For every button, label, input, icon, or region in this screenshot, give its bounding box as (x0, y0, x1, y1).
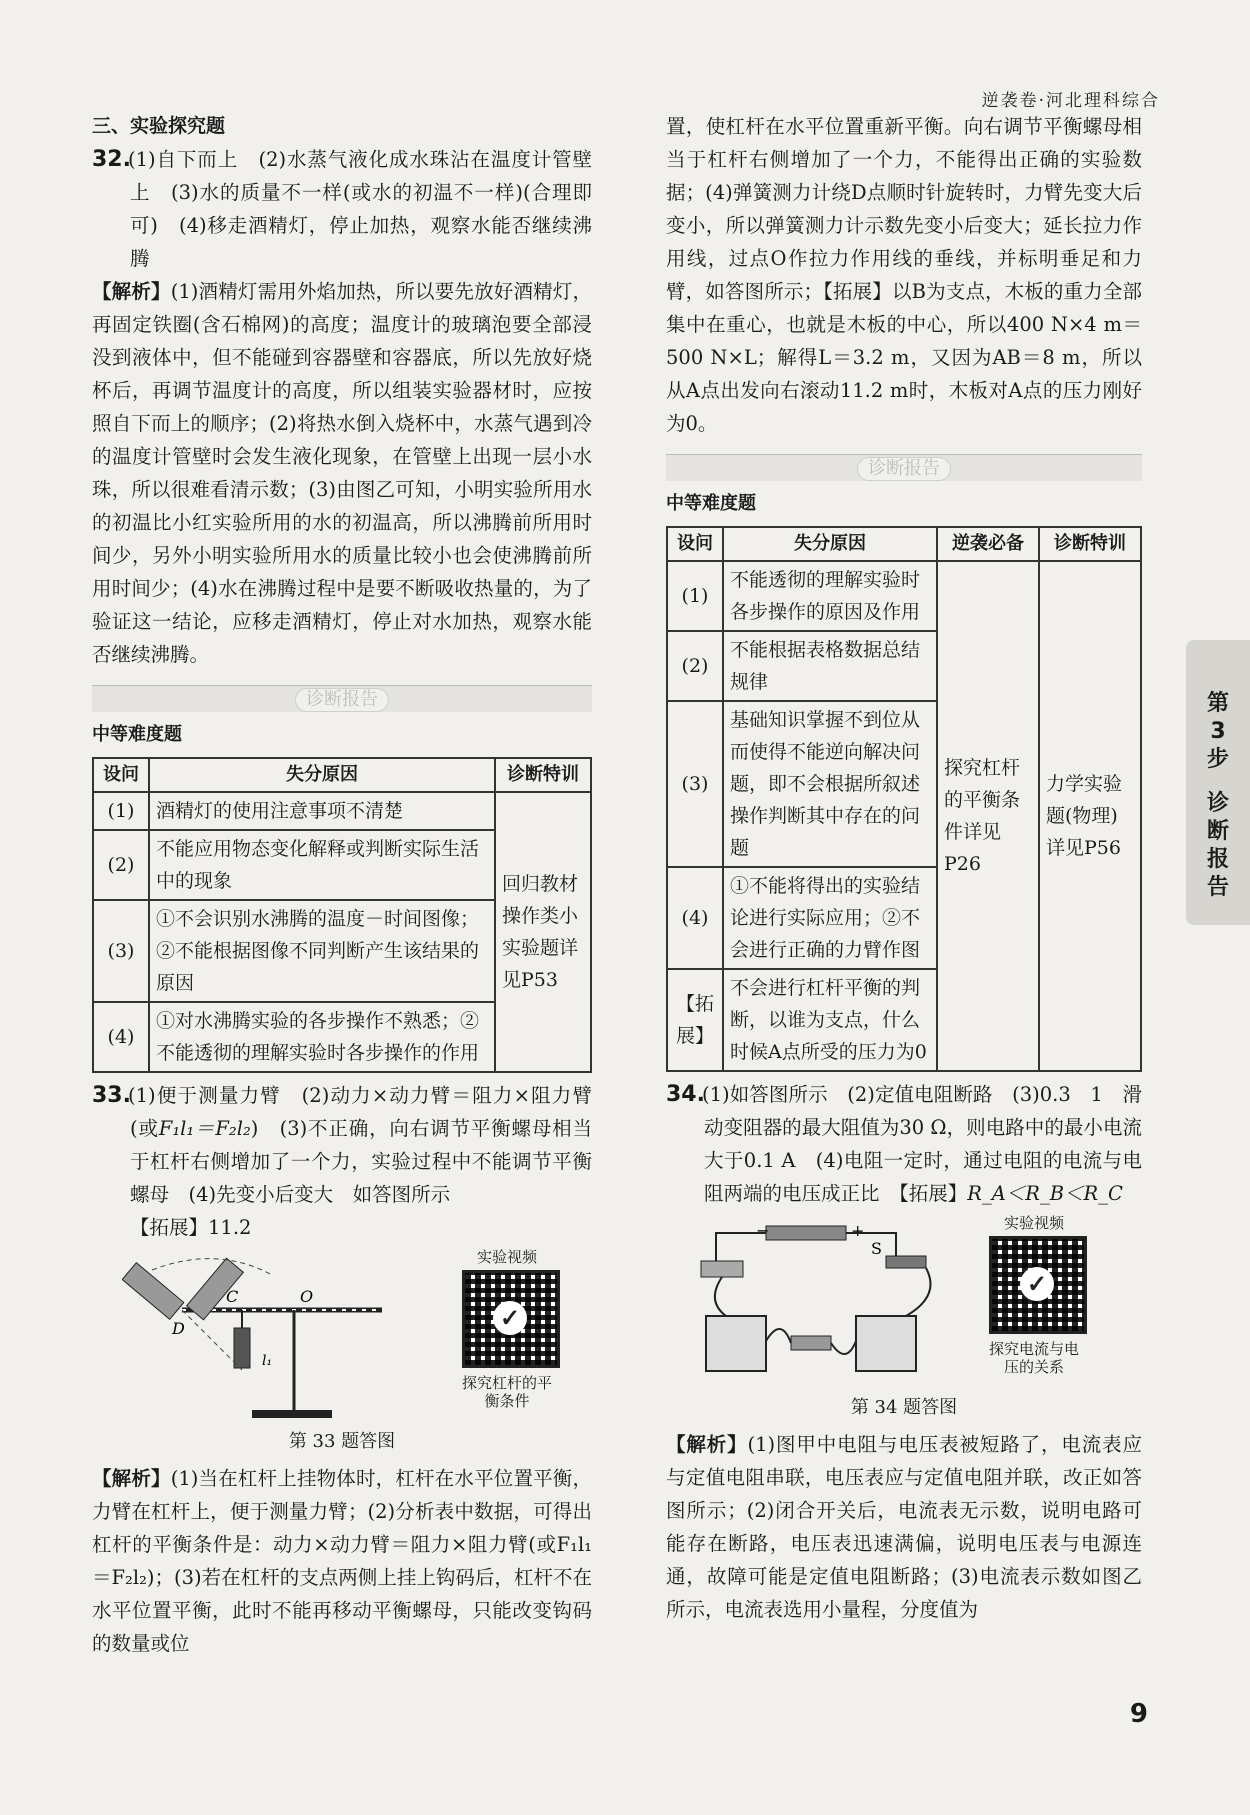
wire (906, 1268, 931, 1316)
q34-analysis-tag: 【解析】 (666, 1433, 748, 1456)
t1-training-cell: 回归教材操作类小实验题详见P53 (495, 792, 591, 1072)
t2-row-q: (1) (667, 561, 723, 631)
diagnosis-badge-band (92, 685, 592, 712)
q33-qr-title: 实验视频 (476, 1248, 537, 1266)
q33-caption: 第 33 题答图 (288, 1431, 396, 1452)
label-c: C (226, 1287, 239, 1306)
label-d: D (172, 1319, 185, 1338)
t2-row-reason: ①不能将得出的实验结论进行实际应用；②不会进行正确的力臂作图 (723, 867, 937, 969)
q34-number: 34. (666, 1082, 705, 1107)
spring-scale-1 (122, 1263, 184, 1320)
side-tab-step: 第 3 步 (1206, 691, 1229, 772)
resistor (791, 1336, 831, 1350)
diagnosis-table-1 (92, 757, 592, 1073)
rheostat (701, 1261, 743, 1277)
q34-answer: (1)如答图所示 (2)定值电阻断路 (3)0.3 1 滑动变阻器的最大阻值为30 Ω，则电路中的最小电流大于0.1 A (4)电阻一定时，通过电阻的电流与电阻两端的电压成正比 【拓展】 (702, 1083, 1142, 1205)
force-line (182, 1310, 242, 1370)
diagnosis-report-1 (92, 685, 592, 1073)
q34-caption: 第 34 题答图 (850, 1397, 958, 1418)
q33-answer-a: (1)便于测量力臂 (2)动力×动力臂＝阻力×阻力臂(或 (128, 1084, 592, 1140)
question-34 (666, 1078, 1142, 1210)
ammeter (706, 1316, 766, 1371)
q32-answer: (1)自下而上 (2)水蒸气液化成水珠沾在温度计管壁上 (3)水的质量不一样(或水的初温不一样)(合理即可) (4)移走酒精灯，停止加热，观察水能否继续沸腾 (128, 148, 592, 270)
t2-row-q: (4) (667, 867, 723, 969)
t2-header-training: 诊断特训 (1039, 527, 1141, 561)
t2-header-must-have: 逆袭必备 (937, 527, 1039, 561)
q33-answer-b: ) (3)不正确，向右调节平衡螺母相当于杠杆右侧增加了一个力，实验过程中不能调节平衡螺母 (4)先变小后变大 如答图所示 (130, 1117, 593, 1206)
diagnosis-badge: 诊断报告 (857, 457, 951, 481)
q33-qr-label: 探究杠杆的平衡条件 (461, 1374, 552, 1410)
t2-must-have-cell: 探究杠杆的平衡条件详见P26 (937, 561, 1039, 1071)
check-icon: ✓ (493, 1301, 527, 1335)
t1-header-training: 诊断特训 (495, 758, 591, 792)
t2-training-cell: 力学实验题(物理)详见P56 (1039, 561, 1141, 1071)
t1-header-question: 设问 (93, 758, 149, 792)
q32-number: 32. (92, 147, 131, 172)
label-l1: l₁ (262, 1353, 273, 1369)
check-icon: ✓ (1020, 1267, 1054, 1301)
stand-base (252, 1410, 332, 1418)
voltmeter (856, 1316, 916, 1371)
q33-figure (92, 1250, 592, 1425)
wire (831, 1341, 856, 1354)
t1-row-q: (2) (93, 830, 149, 900)
t2-row-reason: 不能透彻的理解实验时各步操作的原因及作用 (723, 561, 937, 631)
t1-row-q: (3) (93, 900, 149, 1002)
switch (886, 1256, 926, 1268)
t2-row-reason: 不会进行杠杆平衡的判断，以谁为支点，什么时候A点所受的压力为0 (723, 969, 937, 1071)
t1-row-reason: 不能应用物态变化解释或判断实际生活中的现象 (149, 830, 495, 900)
q32-analysis-tag: 【解析】 (92, 280, 171, 303)
battery (766, 1226, 846, 1240)
label-s: S (871, 1239, 882, 1258)
side-step-tab (1186, 640, 1250, 925)
hook-weights (234, 1328, 250, 1368)
right-column (666, 110, 1142, 1626)
q33-analysis (92, 1462, 592, 1660)
q32-analysis-text: (1)酒精灯需用外焰加热，所以要先放好酒精灯，再固定铁圈(含石棉网)的高度；温度计的玻璃泡要全部浸没到液体中，但不能碰到容器壁和容器底，所以先放好烧杯后，再调节温度计的高度，所以组装实验器材时，应按照自下而上的顺序；(2)将热水倒入烧杯中，水蒸气遇到冷的温度计管壁时会发生液化现象，在管壁上出现一层小水珠，所以很难看清示数；(3)由图乙可知，小明实验所用水的初温比小红实验所用的水的初温高，所以沸腾前所用时间少，另外小明实验所用水的质量比较小也会使沸腾前所用时间少；(4)水在沸腾过程中是要不断吸收热量的，为了验证这一结论，应移走酒精灯，停止对水加热，观察水能否继续沸腾。 (92, 280, 592, 666)
diagnosis-table-2 (666, 526, 1142, 1072)
t2-row-q: 【拓展】 (667, 969, 723, 1071)
rotation-arc (152, 1259, 272, 1275)
q34-formula: R_A＜R_B＜R_C (967, 1182, 1123, 1205)
q34-analysis-text: (1)图甲中电阻与电压表被短路了，电流表应与定值电阻串联，电压表应与定值电阻并联，改正如答图所示；(2)闭合开关后，电流表无示数，说明电路可能存在断路，电压表迅速满偏，说明电压表与电源连通，故障可能是定值电阻断路；(3)电流表示数如图乙所示，电流表选用小量程，分度值为 (666, 1433, 1142, 1621)
diagnosis-badge-band (666, 454, 1142, 481)
t2-row-q: (3) (667, 701, 723, 867)
wire (766, 1329, 791, 1343)
t2-row-q: (2) (667, 631, 723, 701)
q34-analysis (666, 1428, 1142, 1626)
q33-analysis-tag: 【解析】 (92, 1467, 171, 1490)
q33-formula: F₁l₁＝F₂l₂ (158, 1117, 251, 1140)
t2-row-reason: 不能根据表格数据总结规律 (723, 631, 937, 701)
q34-qr-code[interactable] (989, 1236, 1087, 1334)
left-column (92, 110, 592, 1660)
page-header: 逆袭卷·河北理科综合 (981, 91, 1160, 111)
t1-row-reason: ①对水沸腾实验的各步操作不熟悉；②不能透彻的理解实验时各步操作的作用 (149, 1002, 495, 1072)
q33-extension: 【拓展】11.2 (130, 1216, 252, 1239)
q33-qr-code[interactable] (462, 1270, 560, 1368)
t1-row-q: (1) (93, 792, 149, 830)
q33-number: 33. (92, 1083, 131, 1108)
q34-qr-title: 实验视频 (1003, 1214, 1064, 1232)
question-33 (92, 1079, 592, 1244)
q34-figure (666, 1216, 1142, 1391)
battery-minus: − (756, 1221, 770, 1240)
diagnosis-report-2 (666, 454, 1142, 1072)
t2-header-reason: 失分原因 (723, 527, 937, 561)
diagnosis-badge: 诊断报告 (295, 688, 389, 712)
lever-diagram (122, 1250, 422, 1425)
t1-row-reason: 酒精灯的使用注意事项不清楚 (149, 792, 495, 830)
table1-title: 中等难度题 (92, 724, 182, 745)
circuit-diagram (696, 1216, 956, 1391)
t1-row-reason: ①不会识别水沸腾的温度－时间图像；②不能根据图像不同判断产生该结果的原因 (149, 900, 495, 1002)
section-title: 三、实验探究题 (92, 115, 226, 137)
q33-analysis-continuation: 置，使杠杆在水平位置重新平衡。向右调节平衡螺母相当于杠杆右侧增加了一个力，不能得出正确的实验数据；(4)弹簧测力计绕D点顺时针旋转时，力臂先变大后变小，所以弹簧测力计示数先变小后变大；延长拉力作用线，过点O作拉力作用线的垂线，并标明垂足和力臂，如答图所示；【拓展】以B为支点，木板的重力全部集中在重心，也就是木板的中心，所以400 N×4 m＝500 N×L；解得L＝3.2 m，又因为AB＝8 m，所以从A点出发向右滚动11.2 m时，木板对A点的压力刚好为0。 (666, 115, 1142, 435)
label-o: O (300, 1287, 314, 1306)
t1-header-reason: 失分原因 (149, 758, 495, 792)
q33-analysis-text: (1)当在杠杆上挂物体时，杠杆在水平位置平衡，力臂在杠杆上，便于测量力臂；(2)分析表中数据，可得出杠杆的平衡条件是：动力×动力臂＝阻力×阻力臂(或F₁l₁＝F₂l₂)；(3)若在杠杆的支点两侧上挂上钩码后，杠杆不在水平位置平衡，此时不能再移动平衡螺母，只能改变钩码的数量或位 (92, 1467, 592, 1655)
side-tab-title: 诊 断 报 告 (1206, 791, 1229, 900)
q32-analysis (92, 275, 592, 671)
battery-plus: + (851, 1221, 865, 1240)
table2-title: 中等难度题 (666, 493, 756, 514)
t2-row-reason: 基础知识掌握不到位从而使得不能逆向解决问题，即不会根据所叙述操作判断其中存在的问题 (723, 701, 937, 867)
wire (715, 1277, 726, 1316)
page-number: 9 (1129, 1699, 1148, 1729)
question-32 (92, 143, 592, 275)
t2-header-question: 设问 (667, 527, 723, 561)
t1-row-q: (4) (93, 1002, 149, 1072)
q34-qr-label: 探究电流与电压的关系 (988, 1340, 1079, 1376)
